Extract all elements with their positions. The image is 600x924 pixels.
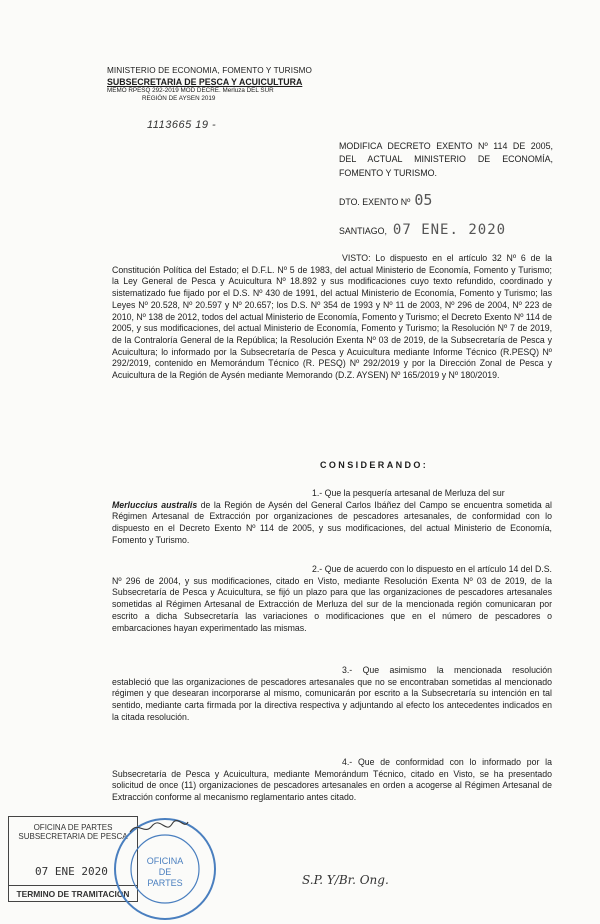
memo-reference: MEMO RPESQ 292-2019 MOD DECRE. Merluza DEL SUR <box>107 87 274 94</box>
considerando-1 <box>112 488 552 547</box>
seal-text-1: OFICINA <box>146 856 184 866</box>
subsecretaria-name: SUBSECRETARIA DE PESCA Y ACUICULTURA <box>107 76 303 87</box>
considerando-1-rest: de la Región de Aysén del General Carlos Ibáñez del Campo se encuentra sometida al Régimen Artesanal de Extracción por organizaciones de pescadores artesanales, de conformidad con lo dispuesto en el Decreto Exento Nº 114 de 2005, y sus modificaciones, del actual Ministerio de Economía, Fomento y Turismo. <box>112 499 552 545</box>
dateline-city: SANTIAGO, <box>339 226 387 236</box>
stamp-footer: TERMINO DE TRAMITACION <box>9 885 137 899</box>
region-reference: REGIÓN DE AYSEN 2019 <box>142 95 216 103</box>
stamp-line-1: OFICINA DE PARTES <box>33 823 113 832</box>
dateline-date: 07 ENE. 2020 <box>392 222 507 238</box>
handwritten-reference: 1113665 19 - <box>147 119 217 131</box>
considerando-2: 2.- Que de acuerdo con lo dispuesto en el artículo 14 del D.S. Nº 296 de 2004, y sus modificaciones, citado en Visto, mediante Resolución Exenta Nº 03 de 2019, de la Subsecretaría de Pesca y Acuicultura, se fijó un plazo para que las organizaciones de pescadores artesanales sometidas al Régimen Artesanal de Extracción de Merluza del sur de la mencionada región comunicaran por escrito a dicha Subsecretaría las variaciones o modificaciones que en el número de pescadores o embarcaciones hayan experimentado las mismas. <box>112 564 552 633</box>
considerando-1-lead: 1.- Que la pesquería artesanal de Merluza del sur <box>312 488 505 498</box>
considerando-heading: CONSIDERANDO: <box>320 460 429 470</box>
stamp-line-2: SUBSECRETARIA DE PESCA <box>18 832 128 841</box>
decree-number: 05 <box>414 191 433 209</box>
handwritten-note: S.P. Y/Br. Ong. <box>302 873 389 887</box>
visto-paragraph: VISTO: Lo dispuesto en el artículo 32 Nº 6 de la Constitución Política del Estado; el D.F.L. Nº 5 de 1983, del actual Ministerio de Economía, Fomento y Turismo; la Ley General de Pesca y Acuicultura Nº 18.892 y sus modificaciones cuyo texto refundido, coordinado y sistematizado fue fijado por el D.S. Nº 430 de 1991, del actual Ministerio de Economía, Fomento y Turismo; las Leyes Nº 20.528, Nº 20.597 y Nº 20.657; los D.S. Nº 354 de 1993 y Nº 11 de 2003, Nº 296 de 2004, Nº 223 de 2010, Nº 138 de 2012, todos del actual Ministerio de Economía, Fomento y Turismo; el Decreto Exento Nº 114 de 2005, y sus modificaciones, del actual Ministerio de Economía, Fomento y Turismo; la Resolución Nº 7 de 2019, de la Contraloría General de la República; la Resolución Exenta Nº 03 de 2019, de la Subsecretaría de Pesca y Acuicultura; lo informado por la Subsecretaría de Pesca y Acuicultura mediante Informe Técnico (R.PESQ) Nº 292/2019, contenido en Memorándum Técnico (R. PESQ) Nº 292/2019 y por la Dirección Zonal de Pesca y Acuicultura de la Región de Aysén mediante Memorando (D.Z. AYSEN) Nº 165/2019 y Nº 180/2019. <box>112 253 552 381</box>
species-name: Merluccius australis <box>112 499 198 510</box>
letterhead <box>107 66 337 131</box>
seal-text-3: PARTES <box>147 878 183 888</box>
decree-number-line <box>339 191 432 209</box>
seal-text-2: DE <box>158 867 172 877</box>
decree-title: MODIFICA DECRETO EXENTO Nº 114 DE 2005, DEL ACTUAL MINISTERIO DE ECONOMÍA, FOMENTO Y TURISMO. <box>339 141 553 178</box>
considerando-4: 4.- Que de conformidad con lo informado por la Subsecretaría de Pesca y Acuicultura, mediante Memorándum Técnico, citado en Visto, se ha presentado solicitud de once (11) organizaciones de pescadores artesanales en orden a acogerse al Régimen Artesanal de Extracción conforme al mecanismo reglamentario antes citado. <box>112 757 552 803</box>
stamp-date: 07 ENE 2020 <box>35 865 108 878</box>
signature-scribble-icon <box>128 818 190 838</box>
dateline <box>339 222 506 238</box>
decree-label: DTO. EXENTO Nº <box>339 197 411 207</box>
considerando-3: 3.- Que asimismo la mencionada resolución estableció que las organizaciones de pescadores artesanales que no se encontraban sometidas al mencionado régimen y que desearan incorporarse al mismo, comunicarán por escrito a la Subsecretaría su intención en tal sentido, mediante carta firmada por la directiva respectiva y adjuntando al efecto los antecedentes indicados en la citada resolución. <box>112 665 552 722</box>
ministry-name: MINISTERIO DE ECONOMIA, FOMENTO Y TURISMO <box>107 66 313 75</box>
